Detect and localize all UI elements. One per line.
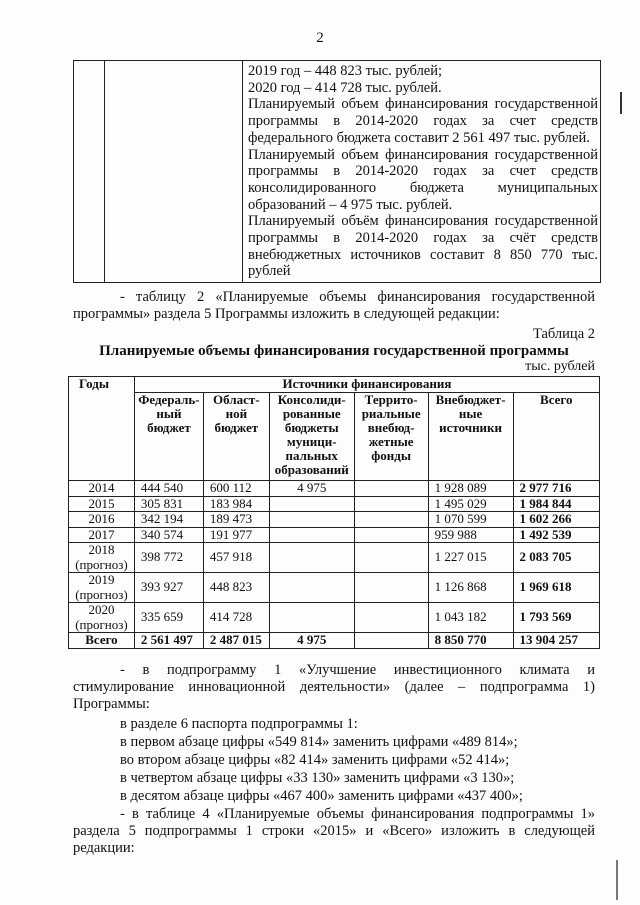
cell-value: 189 473 (203, 512, 269, 528)
cell-value: 2 083 705 (513, 543, 599, 573)
header-federal: Федераль- ный бюджет (134, 393, 203, 481)
page-number: 2 (316, 30, 324, 46)
table-label: Таблица 2 (532, 326, 595, 342)
cell-value: 8 850 770 (428, 633, 513, 649)
table-row (69, 481, 600, 497)
header-municipal: Консолиди- рованные бюджеты муници- пальных образований (269, 393, 354, 481)
table-units: тыс. рублей (525, 359, 595, 374)
cell-value: 398 772 (134, 543, 203, 573)
header-territorial: Террито- риальные внебюд- жетные фонды (354, 393, 428, 481)
passport-federal: Планируемый объем финансирования государственной программы в 2014-2020 годах за счет средств федерального бюджета составит 2 561 497 тыс. рублей. (248, 96, 598, 146)
cell-value (269, 512, 354, 528)
row-year: 2018 (прогноз) (69, 543, 135, 573)
cell-value (354, 603, 428, 633)
passport-municipal: Планируемый объем финансирования государственной программы в 2014-2020 годах за счет средств консолидированного бюджета муниципальных образований – 4 975 тыс. рублей. (248, 146, 598, 213)
financing-table (68, 376, 600, 649)
margin-mark (620, 92, 622, 114)
cell-value: 959 988 (428, 527, 513, 543)
cell-value (354, 496, 428, 512)
header-regional: Област- ной бюджет (203, 393, 269, 481)
cell-value (354, 481, 428, 497)
cell-value: 1 928 089 (428, 481, 513, 497)
cell-value: 444 540 (134, 481, 203, 497)
intro-paragraph: - таблицу 2 «Планируемые объемы финансирования государственной программы» раздела 5 Программы изложить в следующей редакции: (73, 289, 595, 322)
cell-value: 2 561 497 (134, 633, 203, 649)
table-row (69, 543, 600, 573)
row-year: 2019 (прогноз) (69, 573, 135, 603)
passport-extrabudget: Планируемый объём финансирования государственной программы в 2014-2020 годах за счёт средств внебюджетных источников составит 8 850 770 тыс. рублей (248, 213, 598, 280)
passport-cell-empty-1 (74, 61, 105, 283)
cell-value (269, 496, 354, 512)
cell-value: 1 495 029 (428, 496, 513, 512)
table-row (69, 527, 600, 543)
subprogram-paragraph: - в подпрограмму 1 «Улучшение инвестиционного климата и стимулирование инновационной деятельности» (далее – подпрограмма 1) Программы: (73, 662, 595, 712)
table-body (69, 481, 600, 649)
cell-value: 2 977 716 (513, 481, 599, 497)
margin-mark-bottom (616, 860, 618, 900)
cell-value (354, 573, 428, 603)
cell-value: 1 793 569 (513, 603, 599, 633)
passport-line-2019: 2019 год – 448 823 тыс. рублей; (248, 63, 443, 79)
replace-first: в первом абзаце цифры «549 814» заменить цифрами «489 814»; (120, 734, 518, 750)
cell-value (354, 543, 428, 573)
passport-line-2020: 2020 год – 414 728 тыс. рублей. (248, 79, 442, 96)
cell-value: 1 070 599 (428, 512, 513, 528)
replace-fourth: в четвертом абзаце цифры «33 130» заменить цифрами «3 130»; (120, 770, 515, 786)
cell-value: 13 904 257 (513, 633, 599, 649)
cell-value (269, 543, 354, 573)
cell-value: 393 927 (134, 573, 203, 603)
replace-tenth: в десятом абзаце цифры «467 400» заменить цифрами «437 400»; (120, 788, 523, 804)
cell-value: 335 659 (134, 603, 203, 633)
row-year: 2015 (69, 496, 135, 512)
cell-value: 414 728 (203, 603, 269, 633)
cell-value: 305 831 (134, 496, 203, 512)
header-sources: Источники финансирования (134, 377, 599, 393)
cell-value: 1 492 539 (513, 527, 599, 543)
table4-paragraph: - в таблице 4 «Планируемые объемы финансирования подпрограммы 1» раздела 5 подпрограммы 1 строки «2015» и «Всего» изложить в следующей редакции: (73, 806, 595, 856)
cell-value: 342 194 (134, 512, 203, 528)
cell-value: 600 112 (203, 481, 269, 497)
cell-value: 191 977 (203, 527, 269, 543)
row-year: Всего (69, 633, 135, 649)
passport-cell-text (243, 61, 601, 283)
row-year: 2016 (69, 512, 135, 528)
table-row (69, 512, 600, 528)
passport-section-paragraph: в разделе 6 паспорта подпрограммы 1: (120, 716, 358, 732)
cell-value (269, 573, 354, 603)
passport-table-fragment (73, 60, 601, 283)
cell-value: 1 043 182 (428, 603, 513, 633)
header-years: Годы (69, 377, 135, 481)
cell-value: 4 975 (269, 633, 354, 649)
cell-value: 1 602 266 (513, 512, 599, 528)
cell-value (269, 603, 354, 633)
passport-cell-empty-2 (105, 61, 243, 283)
cell-value: 183 984 (203, 496, 269, 512)
cell-value: 4 975 (269, 481, 354, 497)
header-extrabudget: Внебюджет- ные источники (428, 393, 513, 481)
cell-value (354, 527, 428, 543)
cell-value: 1 227 015 (428, 543, 513, 573)
table-row (69, 573, 600, 603)
cell-value: 1 969 618 (513, 573, 599, 603)
replace-second: во втором абзаце цифры «82 414» заменить цифрами «52 414»; (120, 752, 510, 768)
cell-value: 2 487 015 (203, 633, 269, 649)
table-row (69, 603, 600, 633)
cell-value: 457 918 (203, 543, 269, 573)
row-year: 2020 (прогноз) (69, 603, 135, 633)
cell-value: 1 126 868 (428, 573, 513, 603)
row-year: 2017 (69, 527, 135, 543)
cell-value (354, 633, 428, 649)
row-year: 2014 (69, 481, 135, 497)
cell-value: 448 823 (203, 573, 269, 603)
header-total: Всего (513, 393, 599, 481)
cell-value: 340 574 (134, 527, 203, 543)
cell-value (269, 527, 354, 543)
cell-value: 1 984 844 (513, 496, 599, 512)
cell-value (354, 512, 428, 528)
table-row (69, 496, 600, 512)
table-row-total (69, 633, 600, 649)
table-title: Планируемые объемы финансирования государственной программы (99, 343, 569, 359)
